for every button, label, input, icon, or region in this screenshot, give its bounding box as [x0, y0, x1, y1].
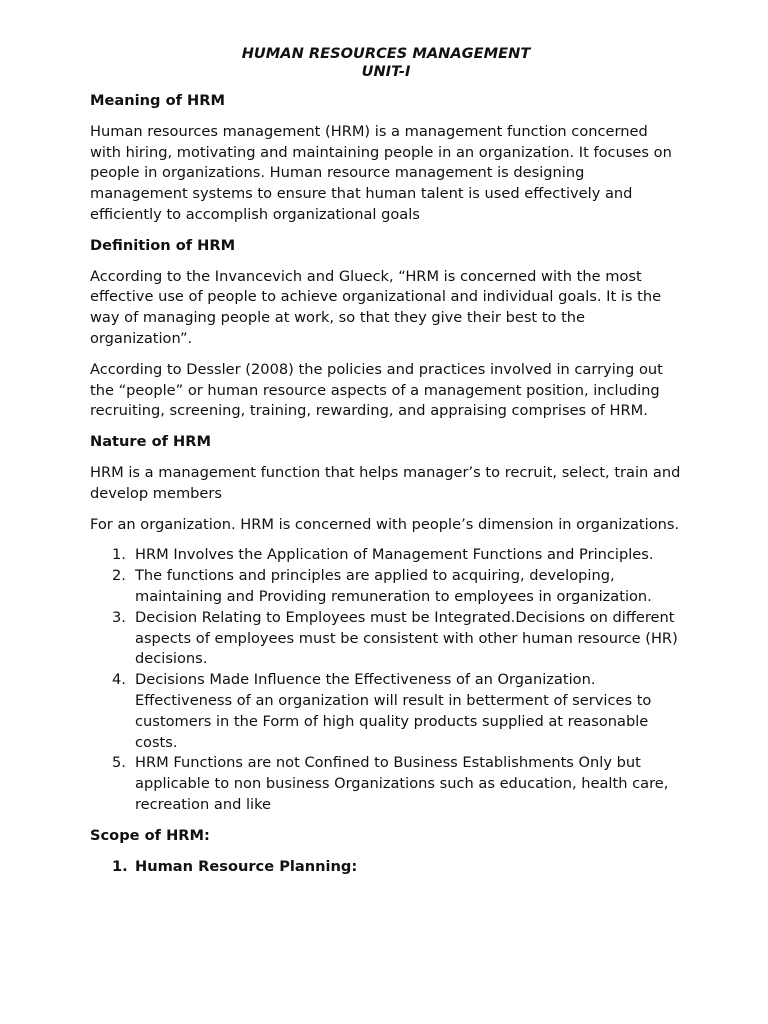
scope-heading: Scope of HRM: [90, 826, 210, 844]
nature-list [90, 545, 682, 815]
list-item-text: The functions and principles are applied to acquiring, developing, maintaining and Providing remuneration to employees in organization. [135, 567, 652, 605]
list-item-number: 3. [112, 608, 126, 626]
nature-paragraph-2: For an organization. HRM is concerned with people’s dimension in organizations. [90, 515, 680, 533]
list-item-number: 1. [112, 546, 126, 564]
list-item-number: 4. [112, 671, 126, 689]
definition-heading: Definition of HRM [90, 236, 236, 254]
list-item [90, 753, 682, 815]
list-item-text: Human Resource Planning: [135, 857, 358, 875]
list-item-number: 5. [112, 754, 126, 772]
list-item-text: HRM Functions are not Confined to Business Establishments Only but applicable to non business Organizations such as education, health care, recreation and like [135, 754, 669, 813]
list-item-text: HRM Involves the Application of Management Functions and Principles. [135, 546, 654, 564]
list-item-text: Decisions Made Influence the Effectiveness of an Organization. Effectiveness of an organization will result in betterment of services to customers in the Form of high quality products supplied at reasonable costs. [135, 671, 652, 751]
scope-list [90, 857, 682, 878]
meaning-paragraph: Human resources management (HRM) is a management function concerned with hiring, motivating and maintaining people in an organization. It focuses on people in organizations. Human resource management is designing management systems to ensure that human talent is used effectively and efficiently to accomplish organizational goals [90, 122, 672, 223]
nature-heading: Nature of HRM [90, 433, 212, 451]
list-item-number: 2. [112, 567, 126, 585]
nature-paragraph-1: HRM is a management function that helps manager’s to recruit, select, train and develop members [90, 463, 681, 502]
list-item [90, 545, 682, 566]
list-item-number: 1. [112, 857, 128, 875]
list-item [90, 670, 682, 753]
document-title [90, 45, 682, 81]
definition-paragraph-2: According to Dessler (2008) the policies and practices involved in carrying out the “people” or human resource aspects of a management position, including recruiting, screening, training, rewarding, and appraising comprises of HRM. [90, 360, 663, 420]
meaning-heading: Meaning of HRM [90, 92, 226, 109]
definition-paragraph-1: According to the Invancevich and Glueck, “HRM is concerned with the most effective use of people to achieve organizational and individual goals. It is the way of managing people at work, so that they give their best to the organization”. [90, 267, 662, 347]
list-item [90, 566, 682, 608]
list-item [90, 608, 682, 670]
title-line-2: UNIT-I [361, 63, 411, 80]
list-item-text: Decision Relating to Employees must be Integrated.Decisions on different aspects of employees must be consistent with other human resource (HR) decisions. [135, 608, 678, 668]
title-line-1: HUMAN RESOURCES MANAGEMENT [241, 45, 531, 62]
list-item [90, 857, 682, 878]
